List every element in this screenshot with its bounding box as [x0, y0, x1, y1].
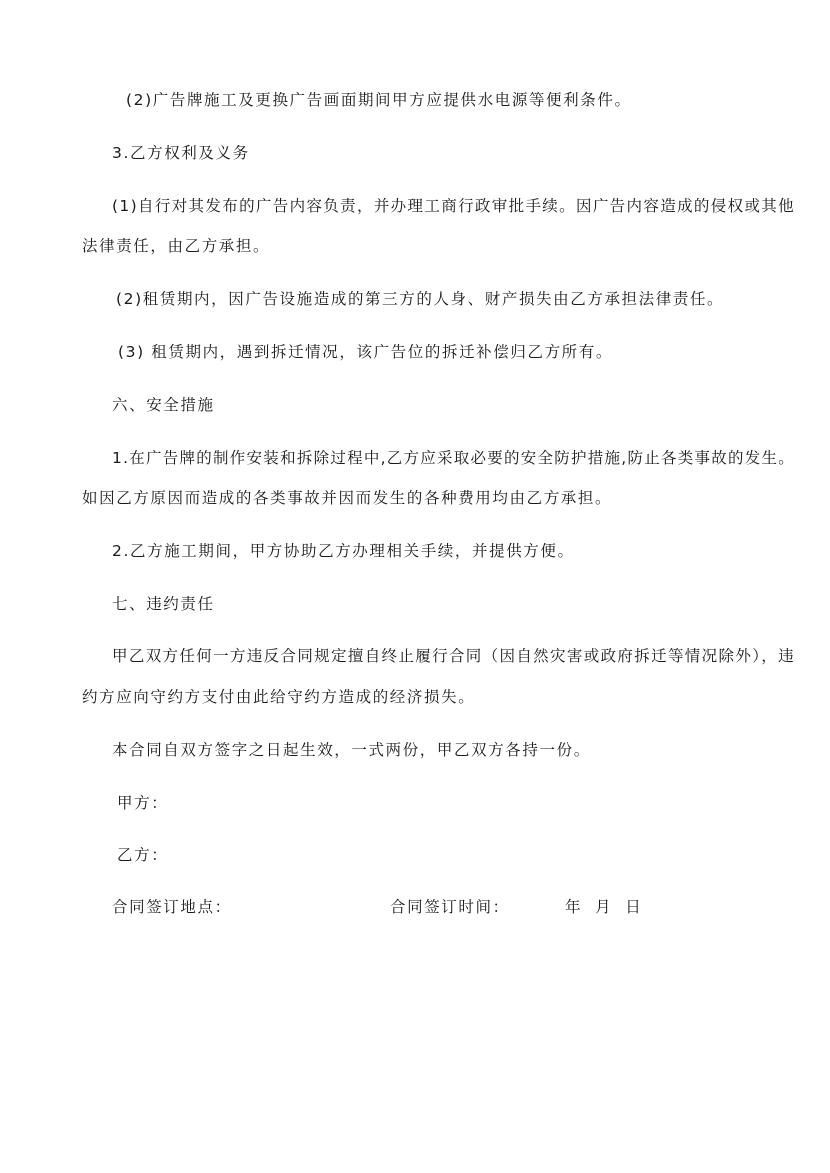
- signing-place-label: 合同签订地点：: [112, 898, 232, 916]
- breach-line1: 甲乙双方任何一方违反合同规定擅自终止履行合同（因自然灾害或政府拆迁等情况除外），违: [112, 647, 795, 665]
- party-a-signature-label: 甲方：: [117, 794, 169, 812]
- clause-b1-line2: 法律责任，由乙方承担。: [82, 237, 271, 255]
- heading-party-b-rights: 3.乙方权利及义务: [112, 144, 250, 162]
- clause-party-a-power-supply: (2)广告牌施工及更换广告画面期间甲方应提供水电源等便利条件。: [126, 91, 632, 109]
- clause-b1-line1: (1)自行对其发布的广告内容负责，并办理工商行政审批手续。因广告内容造成的侵权或其他: [112, 197, 795, 215]
- safety-1-line2: 如因乙方原因而造成的各类事故并因而发生的各种费用均由乙方承担。: [82, 489, 613, 507]
- effective-clause: 本合同自双方签字之日起生效，一式两份，甲乙双方各持一份。: [112, 741, 591, 759]
- clause-b2: (2)租赁期内，因广告设施造成的第三方的人身、财产损失由乙方承担法律责任。: [116, 290, 725, 308]
- heading-safety: 六、安全措施: [112, 396, 215, 414]
- breach-line2: 约方应向守约方支付由此给守约方造成的经济损失。: [82, 688, 476, 706]
- signing-date-placeholder: 年 月 日: [565, 898, 643, 916]
- party-b-signature-label: 乙方：: [117, 846, 169, 864]
- heading-breach: 七、违约责任: [112, 595, 215, 613]
- safety-2: 2.乙方施工期间，甲方协助乙方办理相关手续，并提供方便。: [112, 542, 575, 560]
- safety-1-line1: 1.在广告牌的制作安装和拆除过程中,乙方应采取必要的安全防护措施,防止各类事故的发生。: [112, 449, 795, 467]
- clause-b3: (3) 租赁期内，遇到拆迁情况，该广告位的拆迁补偿归乙方所有。: [118, 343, 613, 361]
- signing-time-label: 合同签订时间：: [390, 898, 510, 916]
